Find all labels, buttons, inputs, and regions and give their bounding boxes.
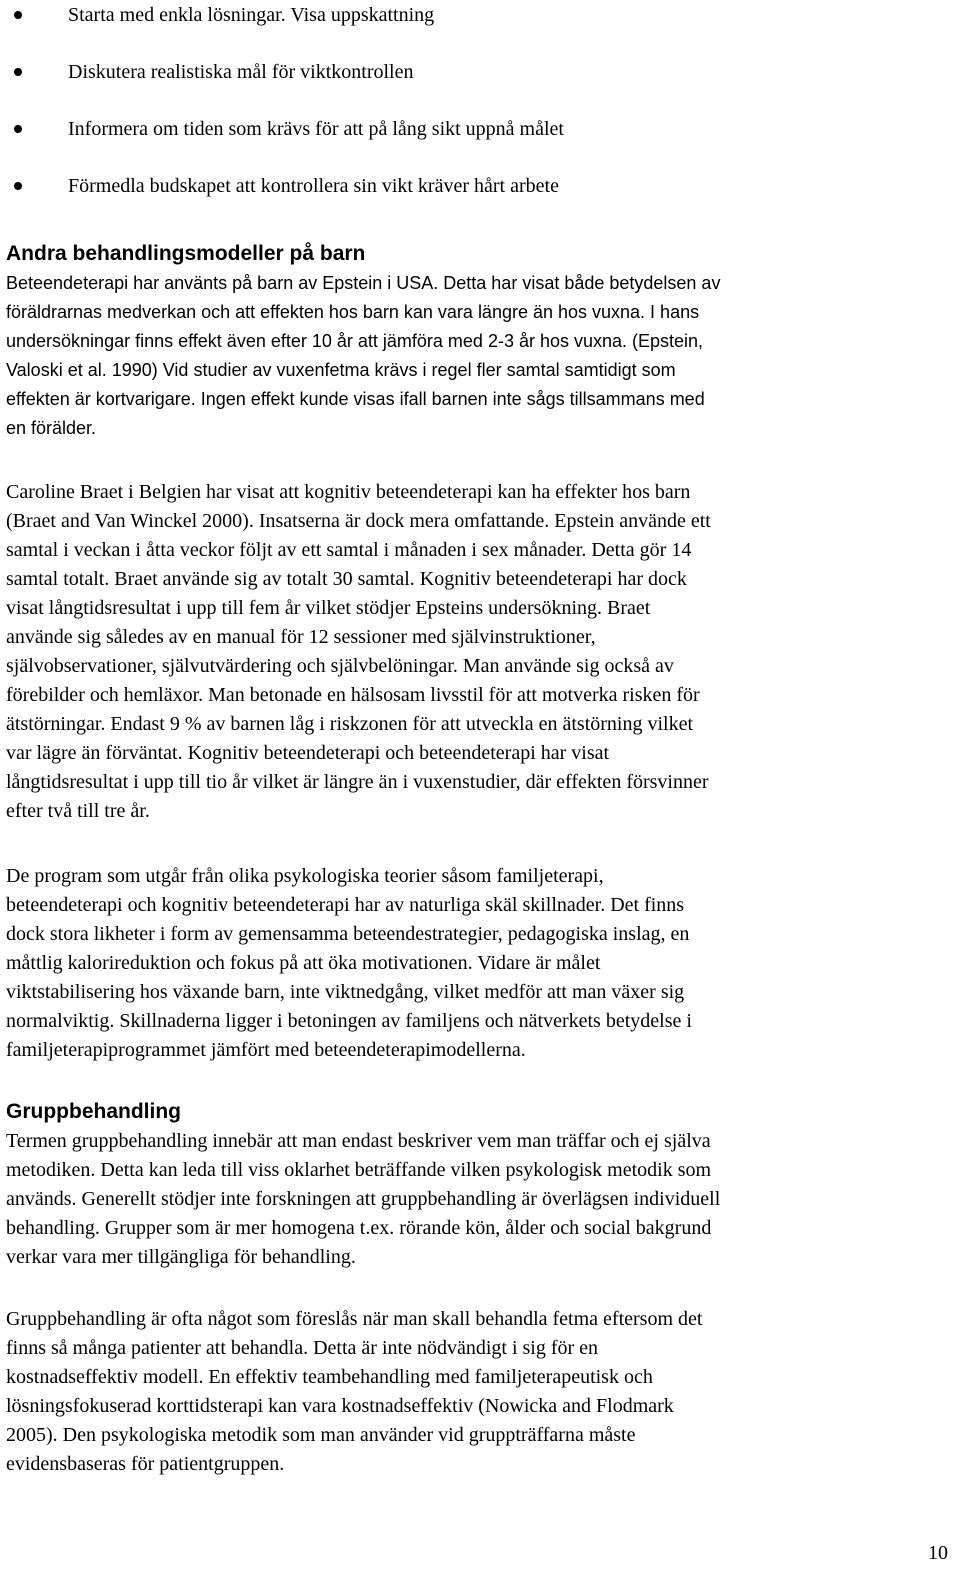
paragraph-braet [6, 478, 956, 826]
paragraph-line: efter två till tre år. [6, 800, 150, 822]
paragraph-line: 2005). Den psykologiska metodik som man använder vid gruppträffarna måste [6, 1424, 636, 1446]
paragraph-line: självobservationer, självutvärdering och självbelöningar. Man använde sig också av [6, 655, 674, 677]
paragraph-group-cost [6, 1305, 956, 1479]
paragraph-line: kostnadseffektiv modell. En effektiv teambehandling med familjeterapeutisk och [6, 1366, 653, 1388]
bullet-item [0, 0, 564, 57]
paragraph-line: beteendeterapi och kognitiv beteendeterapi har av naturliga skäl skillnader. Det finns [6, 894, 685, 916]
paragraph-line: verkar vara mer tillgängliga för behandling. [6, 1246, 356, 1268]
paragraph-line: viktstabilisering hos växande barn, inte viktnedgång, vilket medför att man växer sig [6, 981, 685, 1003]
bullet-text: Informera om tiden som krävs för att på lång sikt uppnå målet [68, 118, 564, 140]
paragraph-line: (Braet and Van Winckel 2000). Insatserna är dock mera omfattande. Epstein använde ett [6, 510, 711, 532]
bullet-item [0, 114, 564, 171]
paragraph-line: Valoski et al. 1990) Vid studier av vuxenfetma krävs i regel fler samtal samtidigt som [6, 360, 676, 380]
bullet-text: Starta med enkla lösningar. Visa uppskattning [68, 4, 435, 26]
paragraph-line: Termen gruppbehandling innebär att man endast beskriver vem man träffar och ej själva [6, 1130, 711, 1152]
bullet-icon [14, 68, 22, 76]
paragraph-line: samtal i veckan i åtta veckor följt av ett samtal i månaden i sex månader. Detta gör 14 [6, 539, 692, 561]
paragraph-line: en förälder. [6, 418, 97, 438]
paragraph-line: Beteendeterapi har använts på barn av Epstein i USA. Detta har visat både betydelsen av [6, 273, 721, 293]
section-heading-other-models: Andra behandlingsmodeller på barn [6, 242, 366, 265]
paragraph-line: finns så många patienter att behandla. Detta är inte nödvändigt i sig för en [6, 1337, 599, 1359]
paragraph-line: måttlig kalorireduktion och fokus på att öka motivationen. Vidare är målet [6, 952, 601, 974]
paragraph-group-definition [6, 1127, 956, 1272]
paragraph-line: Caroline Braet i Belgien har visat att kognitiv beteendeterapi kan ha effekter hos barn [6, 481, 691, 503]
paragraph-line: förebilder och hemläxor. Man betonade en hälsosam livsstil för att motverka risken för [6, 684, 700, 706]
section-heading-group-treatment: Gruppbehandling [6, 1100, 181, 1123]
paragraph-line: föräldrarnas medverkan och att effekten hos barn kan vara längre än hos vuxna. I hans [6, 302, 700, 322]
bullet-text: Diskutera realistiska mål för viktkontrollen [68, 61, 414, 83]
paragraph-line: samtal totalt. Braet använde sig av totalt 30 samtal. Kognitiv beteendeterapi har dock [6, 568, 687, 590]
paragraph-line: evidensbaseras för patientgruppen. [6, 1453, 285, 1475]
paragraph-line: var lägre än förväntat. Kognitiv beteendeterapi och beteendeterapi har visat [6, 742, 610, 764]
paragraph-line: dock stora likheter i form av gemensamma beteendestrategier, pedagogiska inslag, en [6, 923, 690, 945]
paragraph-line: effekten är kortvarigare. Ingen effekt kunde visas ifall barnen inte sågs tillsammans med [6, 389, 705, 409]
bullet-icon [14, 11, 22, 19]
bullet-text: Förmedla budskapet att kontrollera sin vikt kräver hårt arbete [68, 175, 559, 197]
paragraph-line: används. Generellt stödjer inte forskningen att gruppbehandling är överlägsen individuell [6, 1188, 721, 1210]
paragraph-line: familjeterapiprogrammet jämfört med beteendeterapimodellerna. [6, 1039, 526, 1061]
paragraph-line: lösningsfokuserad korttidsterapi kan vara kostnadseffektiv (Nowicka and Flodmark [6, 1395, 674, 1417]
bullet-icon [14, 125, 22, 133]
bullet-item [0, 171, 564, 228]
paragraph-epstein [6, 269, 956, 443]
bullet-icon [14, 182, 22, 190]
paragraph-line: Gruppbehandling är ofta något som föreslås när man skall behandla fetma eftersom det [6, 1308, 703, 1330]
paragraph-line: metodiken. Detta kan leda till viss oklarhet beträffande vilken psykologisk metodik som [6, 1159, 712, 1181]
paragraph-line: undersökningar finns effekt även efter 10 år att jämföra med 2-3 år hos vuxna. (Epstein, [6, 331, 704, 351]
paragraph-line: använde sig således av en manual för 12 sessioner med självinstruktioner, [6, 626, 596, 648]
paragraph-line: normalviktig. Skillnaderna ligger i betoningen av familjens och nätverkets betydelse i [6, 1010, 692, 1032]
paragraph-programs [6, 862, 956, 1065]
paragraph-line: visat långtidsresultat i upp till fem år vilket stödjer Epsteins undersökning. Braet [6, 597, 651, 619]
paragraph-line: ätstörningar. Endast 9 % av barnen låg i riskzonen för att utveckla en ätstörning vilket [6, 713, 694, 735]
bullet-list [0, 0, 564, 228]
paragraph-line: behandling. Grupper som är mer homogena t.ex. rörande kön, ålder och social bakgrund [6, 1217, 712, 1239]
page-number: 10 [928, 1542, 948, 1564]
paragraph-line: De program som utgår från olika psykologiska teorier såsom familjeterapi, [6, 865, 604, 887]
paragraph-line: långtidsresultat i upp till tio år vilket är längre än i vuxenstudier, där effekten försvinner [6, 771, 709, 793]
bullet-item [0, 57, 564, 114]
